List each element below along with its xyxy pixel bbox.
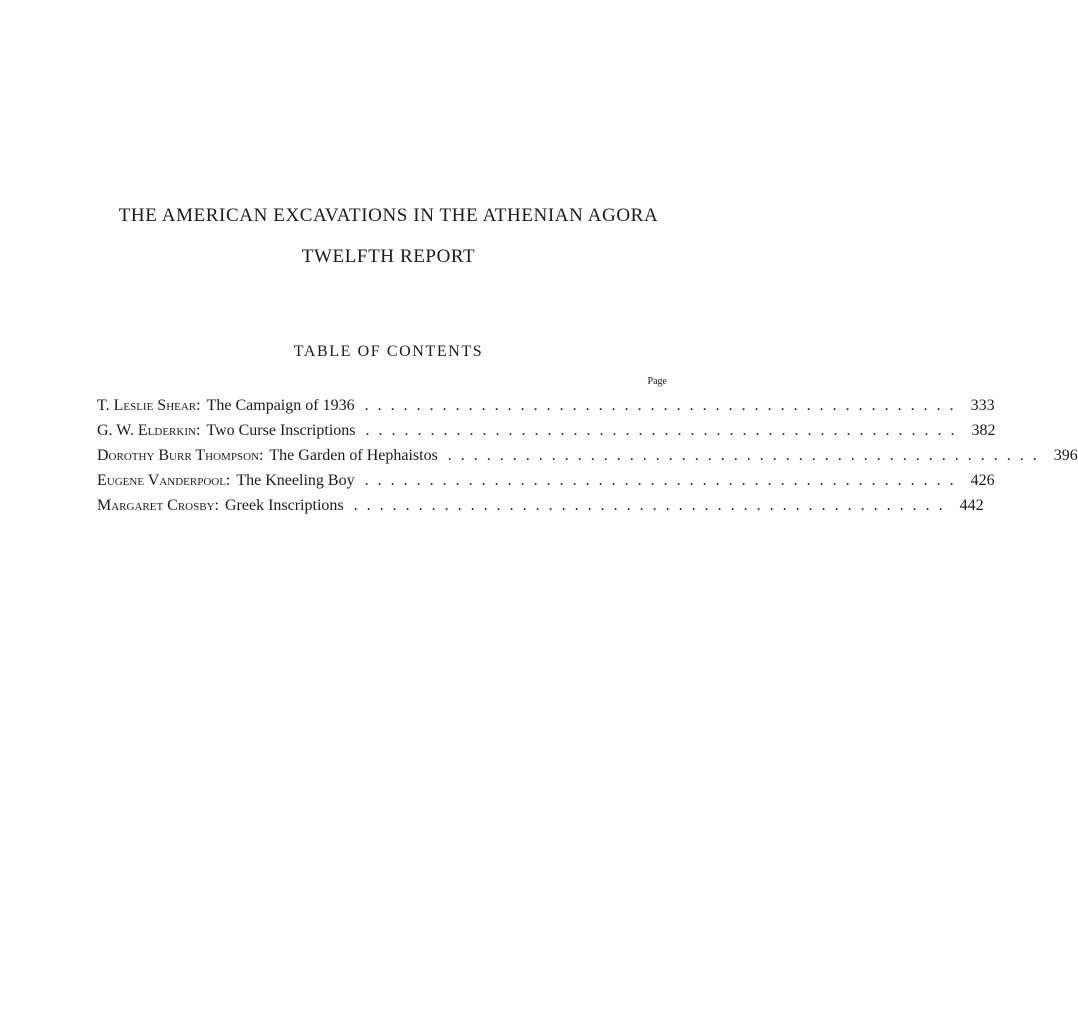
toc-entry[interactable] [97, 468, 995, 493]
author-title-separator: : [195, 422, 201, 439]
dot-leader: .............................................. [353, 497, 952, 514]
toc-entry-page: 333 [970, 397, 995, 414]
dot-leader: .............................................. [447, 447, 1046, 464]
toc-entry-author: Eugene Vanderpool [97, 472, 226, 489]
dot-leader: .............................................. [364, 397, 963, 414]
author-title-separator: : [258, 447, 264, 464]
toc-entry[interactable] [97, 493, 984, 518]
toc-entry-author: Margaret Crosby [97, 497, 215, 514]
toc-entry-title: The Kneeling Boy [236, 472, 355, 489]
toc-entry-page: 426 [970, 472, 995, 489]
report-series-title: THE AMERICAN EXCAVATIONS IN THE ATHENIAN AGORA [118, 205, 659, 226]
table-of-contents [97, 393, 1078, 518]
toc-entry-page: 442 [959, 497, 984, 514]
toc-entry-title: The Garden of Hephaistos [269, 447, 438, 464]
toc-entry-author: G. W. Elderkin [97, 422, 196, 439]
toc-entry[interactable] [97, 418, 996, 443]
toc-entry-author: T. Leslie Shear [97, 397, 197, 414]
toc-entry-author: Dorothy Burr Thompson [97, 447, 259, 464]
toc-entry-page: 382 [971, 422, 996, 439]
report-number-title: TWELFTH REPORT [301, 246, 476, 267]
author-title-separator: : [196, 397, 201, 414]
dot-leader: .............................................. [365, 422, 964, 439]
author-title-separator: : [214, 497, 219, 514]
toc-entry-title: Two Curse Inscriptions [206, 422, 356, 439]
author-title-separator: : [225, 472, 231, 489]
toc-entry[interactable] [97, 393, 995, 418]
table-of-contents-heading: TABLE OF CONTENTS [293, 343, 484, 360]
toc-entry-title: The Campaign of 1936 [206, 397, 355, 414]
toc-entry-page: 396 [1053, 447, 1078, 464]
page-column-label: Page [647, 376, 667, 387]
toc-entry-title: Greek Inscriptions [224, 497, 344, 514]
toc-entry[interactable] [97, 443, 1078, 468]
dot-leader: .............................................. [364, 472, 963, 489]
